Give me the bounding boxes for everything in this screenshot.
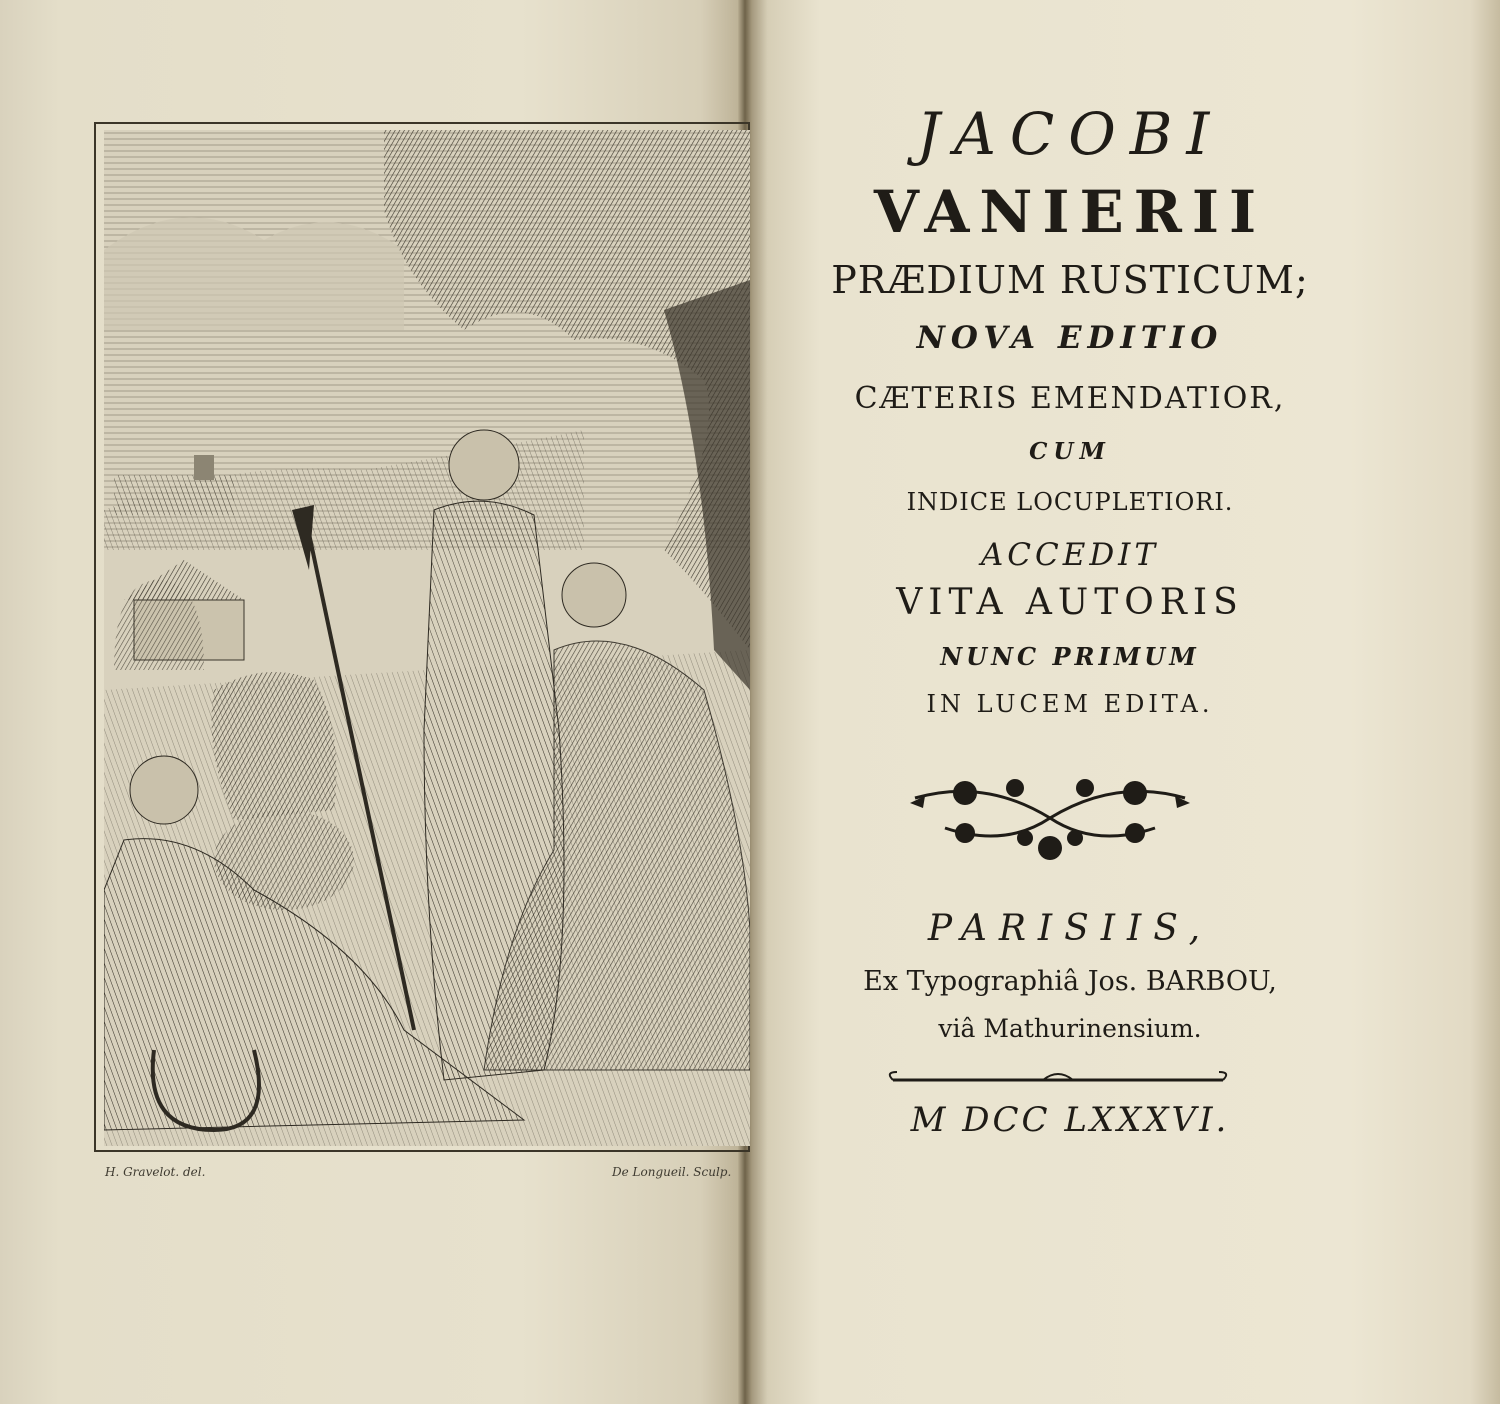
- engraving-credit-engraver: De Longueil. Sculp.: [612, 1165, 732, 1179]
- author-first-name: JACOBI: [916, 100, 1224, 168]
- accedit-line: ACCEDIT: [980, 537, 1160, 573]
- vita-line: VITA AUTORIS: [896, 582, 1244, 623]
- engraving-illustration: [104, 130, 750, 1146]
- index-line: INDICE LOCUPLETIORI.: [906, 488, 1234, 516]
- imprint-street: viâ Mathurinensium.: [938, 1014, 1202, 1043]
- edition-note: CÆTERIS EMENDATIOR,: [854, 381, 1286, 416]
- in-lucem-line: IN LUCEM EDITA.: [926, 690, 1214, 718]
- work-title: PRÆDIUM RUSTICUM;: [831, 258, 1309, 302]
- imprint-date: M DCC LXXXVI.: [910, 1100, 1230, 1140]
- frontispiece-engraving: [104, 130, 750, 1146]
- author-last-name: VANIERII: [873, 178, 1267, 246]
- decorative-rule: [883, 1068, 1233, 1088]
- cum-line: CUM: [1029, 438, 1111, 465]
- edition-line: NOVA EDITIO: [916, 320, 1224, 356]
- floral-ornament: [905, 768, 1195, 864]
- engraving-credit-artist: H. Gravelot. del.: [105, 1165, 206, 1179]
- imprint-place: PARISIIS,: [927, 908, 1213, 949]
- nunc-primum-line: NUNC PRIMUM: [940, 642, 1200, 671]
- imprint-printer: Ex Typographiâ Jos. BARBOU,: [863, 966, 1277, 997]
